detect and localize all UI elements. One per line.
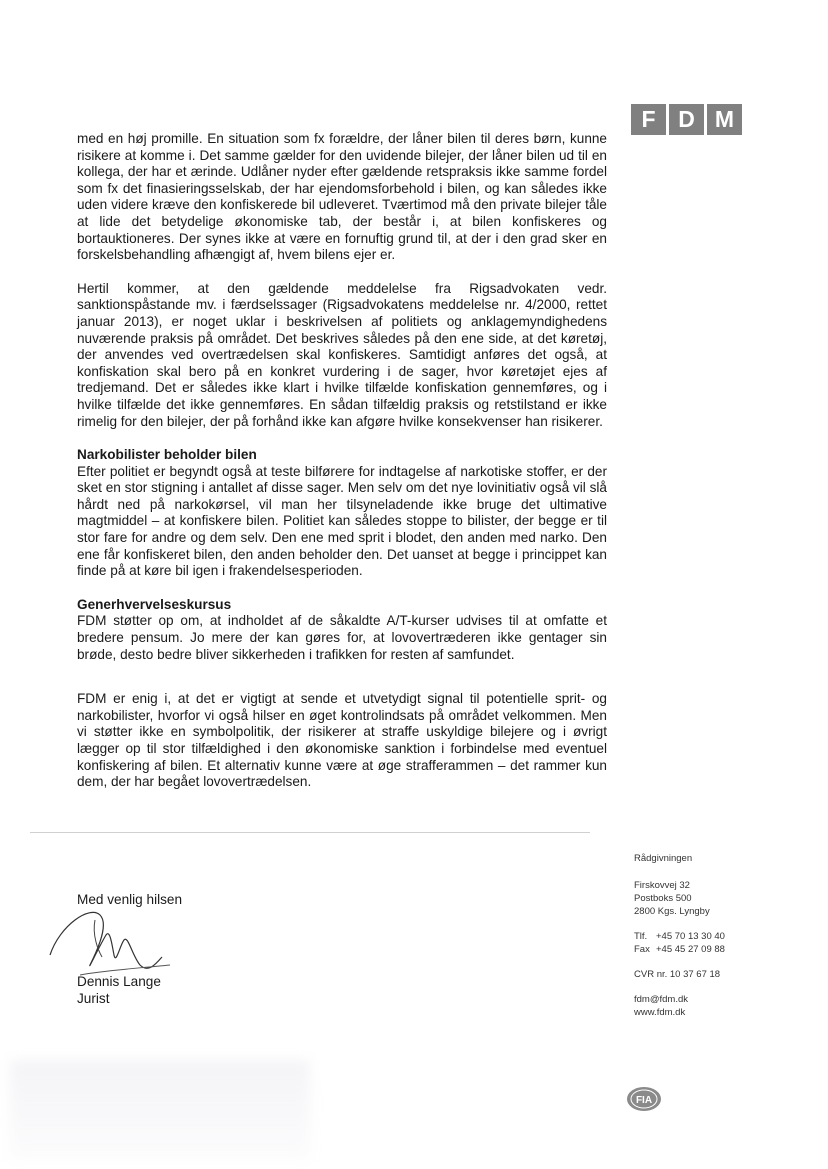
signatory-title: Jurist bbox=[77, 990, 110, 1006]
fdm-logo bbox=[631, 104, 742, 135]
email-link[interactable]: fdm@fdm.dk bbox=[634, 994, 688, 1005]
scan-artifact bbox=[10, 1060, 310, 1160]
fia-logo-icon bbox=[626, 1086, 662, 1112]
address-line: 2800 Kgs. Lyngby bbox=[634, 906, 710, 917]
paragraph-2: Hertil kommer, at den gældende meddelelse fra Rigsadvokaten vedr. sanktionspåstande mv. i færdselssager (Rigsadvokatens meddelelse nr. 4/2000, rettet januar 2013), er noget uklar i beskrivelsen af politiets og anklagemyndighedens nuværende praksis på området. Det beskrives således på den ene side, at det køretøj, der anvendes ved overtrædelsen skal konfiskeres. Samtidigt anføres det også, at konfiskation skal bero på en konkret vurdering i de sager, hvor køretøjet ejes af tredjemand. Det er således ikke klart i hvilke tilfælde konfiskation gennemføres, og i hvilke tilfælde det ikke gennemføres. En sådan tilfældig praksis og retstilstand er ikke rimelig for den bilejer, der på forhånd ikke kan afgøre hvilke konsekvenser han risikerer. bbox=[77, 280, 607, 429]
phone-block bbox=[634, 930, 794, 956]
signatory-name: Dennis Lange bbox=[77, 974, 161, 989]
logo-letter-f: F bbox=[631, 104, 666, 135]
paragraph-1: med en høj promille. En situation som fx forældre, der låner bilen til deres børn, kunne risikere at komme i. Det samme gælder for den uvidende bilejer, der låner bilen ud til en kollega, der har et ærinde. Udlåner nyder efter gældende retspraksis ikke samme fordel som fx det finasieringsselskab, der har ejendomsforbehold i bilen, og kan således ikke uden videre kræve den konfiskerede bil udleveret. Tværtimod må den private bilejer tåle at lide det betydelige økonomiske tab, der består i, at bilen konfiskeres og bortauktioneres. Der synes ikke at være en fornuftig grund til, at der i den grad sker en forskelsbehandling afhængigt af, hvem bilens ejer er. bbox=[77, 131, 607, 263]
department-name: Rådgivningen bbox=[634, 853, 693, 864]
logo-letter-d: D bbox=[669, 104, 704, 135]
closing-greeting: Med venlig hilsen bbox=[77, 892, 183, 907]
paragraph-4: FDM støtter op om, at indholdet af de såkaldte A/T-kurser udvises til at omfatte et bredere pensum. Jo mere der kan gøres for, at lovovertræderen ikke gentager sin brøde, desto bedre bliver sikkerheden i trafikken for resten af samfundet. bbox=[77, 613, 607, 662]
contact-sidebar bbox=[634, 852, 794, 1019]
letter-body bbox=[77, 131, 607, 791]
cvr-number: CVR nr. 10 37 67 18 bbox=[634, 969, 721, 980]
heading-generhvervelseskursus: Generhvervelseskursus bbox=[77, 596, 232, 612]
signatory-block bbox=[77, 974, 161, 1007]
phone-number: +45 70 13 30 40 bbox=[656, 931, 725, 942]
fax-number: +45 45 27 09 88 bbox=[656, 944, 725, 955]
phone-label: Tlf. bbox=[634, 931, 648, 942]
fax-row bbox=[634, 943, 794, 956]
address-block bbox=[634, 879, 794, 918]
address-line: Firskovvej 32 bbox=[634, 880, 690, 891]
fax-label: Fax bbox=[634, 944, 650, 955]
scan-fold-line bbox=[30, 832, 590, 833]
paragraph-3: Efter politiet er begyndt også at teste bilførere for indtagelse af narkotiske stoffer, er der sket en stor stigning i antallet af disse sager. Men selv om det nye lovinitiativ også vil slå hårdt ned på narkokørsel, vil man her tilsyneladende ikke bruge det ultimative magtmiddel – at konfiskere bilen. Politiet kan således stoppe to bilister, der begge er til stor fare for andre og dem selv. Den ene med sprit i blodet, den anden med narko. Den ene får konfiskeret bilen, den anden beholder den. Det uanset at begge i princippet kan finde på at køre bil igen i frakendelsesperioden. bbox=[77, 463, 607, 579]
web-block bbox=[634, 993, 794, 1019]
logo-letter-m: M bbox=[707, 104, 742, 135]
fia-logo-text: FIA bbox=[635, 1095, 653, 1106]
phone-row bbox=[634, 930, 794, 943]
signature-image bbox=[40, 895, 180, 985]
website-link[interactable]: www.fdm.dk bbox=[634, 1007, 686, 1018]
heading-narkobilister: Narkobilister beholder bilen bbox=[77, 447, 257, 463]
paragraph-5: FDM er enig i, at det er vigtigt at sende et utvetydigt signal til potentielle sprit- og narkobilister, hvorfor vi også hilser en øget kontrolindsats på området velkommen. Men vi støtter ikke en symbolpolitik, der risikerer at straffe uskyldige bilejere og i øvrigt lægger op til stor tilfældighed i den økonomiske sanktion i forbindelse med eventuel konfiskering af bilen. Et alternativ kunne være at øge strafferammen – det rammer kun dem, der har begået lovovertrædelsen. bbox=[77, 691, 607, 790]
address-line: Postboks 500 bbox=[634, 893, 692, 904]
